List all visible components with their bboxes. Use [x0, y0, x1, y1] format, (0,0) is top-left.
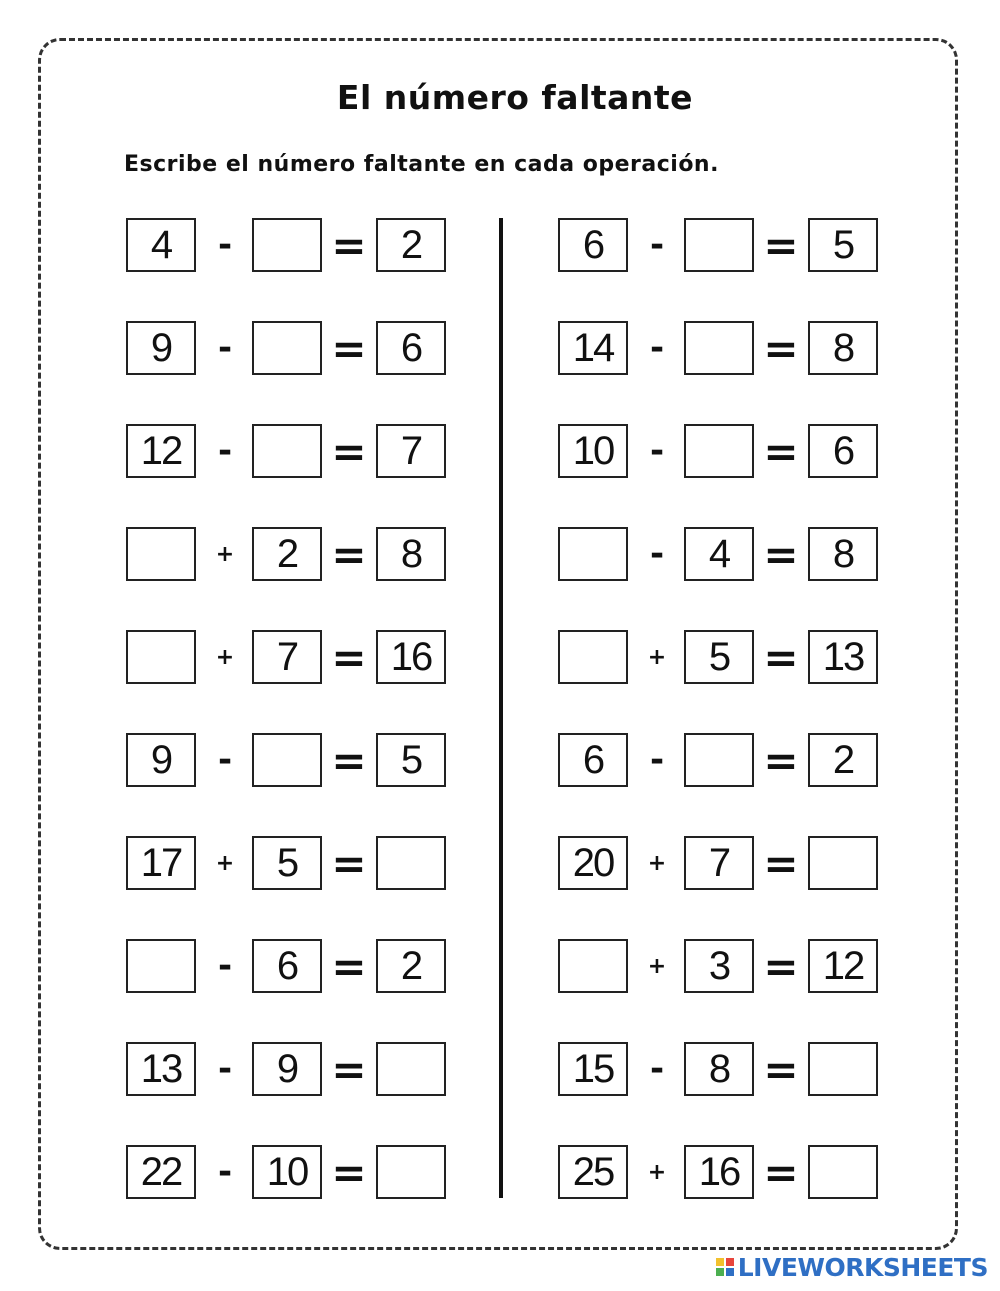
right-column [558, 218, 888, 1248]
equals-sign: = [763, 941, 799, 991]
second-operand-box: 10 [252, 1145, 322, 1199]
brand-text: LIVEWORKSHEETS [737, 1252, 988, 1282]
second-operand-box: 3 [684, 939, 754, 993]
answer-input-box[interactable] [376, 1145, 446, 1199]
first-operand-box: 4 [126, 218, 196, 272]
first-operand-box: 25 [558, 1145, 628, 1199]
logo-square [726, 1268, 734, 1276]
second-operand-box: 7 [252, 630, 322, 684]
answer-input-box[interactable] [126, 527, 196, 581]
minus-sign: - [217, 431, 233, 471]
result-box: 6 [808, 424, 878, 478]
equation-row [126, 733, 456, 791]
equation-row [126, 939, 456, 997]
minus-sign: - [217, 946, 233, 986]
minus-sign: - [649, 225, 665, 265]
plus-sign: + [215, 541, 235, 567]
equals-sign: = [763, 220, 799, 270]
equals-sign: = [763, 323, 799, 373]
equals-sign: = [331, 838, 367, 888]
result-box: 2 [376, 218, 446, 272]
equals-sign: = [763, 632, 799, 682]
equation-row [558, 836, 888, 894]
second-operand-box: 8 [684, 1042, 754, 1096]
result-box: 12 [808, 939, 878, 993]
equation-row [126, 424, 456, 482]
equation-row [558, 630, 888, 688]
first-operand-box: 14 [558, 321, 628, 375]
answer-input-box[interactable] [376, 1042, 446, 1096]
minus-sign: - [217, 1152, 233, 1192]
plus-sign: + [647, 953, 667, 979]
equals-sign: = [331, 323, 367, 373]
second-operand-box: 16 [684, 1145, 754, 1199]
liveworksheets-logo [716, 1253, 988, 1281]
minus-sign: - [649, 328, 665, 368]
result-box: 13 [808, 630, 878, 684]
equals-sign: = [331, 529, 367, 579]
second-operand-box: 4 [684, 527, 754, 581]
equation-row [558, 218, 888, 276]
answer-input-box[interactable] [252, 733, 322, 787]
result-box: 2 [376, 939, 446, 993]
minus-sign: - [217, 328, 233, 368]
equals-sign: = [331, 735, 367, 785]
plus-sign: + [215, 850, 235, 876]
minus-sign: - [217, 225, 233, 265]
first-operand-box: 13 [126, 1042, 196, 1096]
answer-input-box[interactable] [558, 630, 628, 684]
second-operand-box: 9 [252, 1042, 322, 1096]
equals-sign: = [331, 426, 367, 476]
first-operand-box: 10 [558, 424, 628, 478]
logo-square [716, 1268, 724, 1276]
first-operand-box: 22 [126, 1145, 196, 1199]
answer-input-box[interactable] [126, 939, 196, 993]
second-operand-box: 6 [252, 939, 322, 993]
equation-row [126, 1042, 456, 1100]
equals-sign: = [331, 1044, 367, 1094]
equation-row [558, 733, 888, 791]
minus-sign: - [217, 740, 233, 780]
equals-sign: = [763, 1044, 799, 1094]
left-column [126, 218, 456, 1248]
minus-sign: - [217, 1049, 233, 1089]
answer-input-box[interactable] [684, 424, 754, 478]
answer-input-box[interactable] [684, 218, 754, 272]
answer-input-box[interactable] [126, 630, 196, 684]
logo-square [726, 1258, 734, 1266]
answer-input-box[interactable] [808, 1042, 878, 1096]
instructions-text: Escribe el número faltante en cada operación. [124, 152, 719, 177]
answer-input-box[interactable] [252, 424, 322, 478]
first-operand-box: 6 [558, 218, 628, 272]
liveworksheets-icon [716, 1258, 734, 1276]
answer-input-box[interactable] [252, 321, 322, 375]
second-operand-box: 5 [684, 630, 754, 684]
equation-row [558, 321, 888, 379]
result-box: 8 [376, 527, 446, 581]
logo-square [716, 1258, 724, 1266]
result-box: 6 [376, 321, 446, 375]
second-operand-box: 5 [252, 836, 322, 890]
equation-row [126, 836, 456, 894]
plus-sign: + [647, 1159, 667, 1185]
equation-row [558, 527, 888, 585]
first-operand-box: 12 [126, 424, 196, 478]
equals-sign: = [763, 735, 799, 785]
equals-sign: = [331, 632, 367, 682]
answer-input-box[interactable] [684, 321, 754, 375]
first-operand-box: 9 [126, 321, 196, 375]
first-operand-box: 15 [558, 1042, 628, 1096]
minus-sign: - [649, 740, 665, 780]
answer-input-box[interactable] [684, 733, 754, 787]
equals-sign: = [331, 1147, 367, 1197]
equation-row [126, 321, 456, 379]
first-operand-box: 20 [558, 836, 628, 890]
equation-row [126, 630, 456, 688]
first-operand-box: 6 [558, 733, 628, 787]
equation-row [126, 218, 456, 276]
minus-sign: - [649, 1049, 665, 1089]
equation-row [126, 1145, 456, 1203]
equals-sign: = [331, 220, 367, 270]
second-operand-box: 7 [684, 836, 754, 890]
result-box: 2 [808, 733, 878, 787]
plus-sign: + [647, 644, 667, 670]
result-box: 8 [808, 527, 878, 581]
page-title: El número faltante [336, 78, 694, 117]
answer-input-box[interactable] [808, 836, 878, 890]
column-divider [499, 218, 503, 1198]
result-box: 8 [808, 321, 878, 375]
equals-sign: = [763, 529, 799, 579]
answer-input-box[interactable] [252, 218, 322, 272]
second-operand-box: 2 [252, 527, 322, 581]
result-box: 5 [376, 733, 446, 787]
first-operand-box: 9 [126, 733, 196, 787]
plus-sign: + [647, 850, 667, 876]
equation-row [558, 1042, 888, 1100]
minus-sign: - [649, 534, 665, 574]
equals-sign: = [331, 941, 367, 991]
answer-input-box[interactable] [376, 836, 446, 890]
result-box: 7 [376, 424, 446, 478]
answer-input-box[interactable] [558, 939, 628, 993]
minus-sign: - [649, 431, 665, 471]
result-box: 5 [808, 218, 878, 272]
equals-sign: = [763, 1147, 799, 1197]
answer-input-box[interactable] [808, 1145, 878, 1199]
equation-row [558, 1145, 888, 1203]
equation-row [126, 527, 456, 585]
equals-sign: = [763, 838, 799, 888]
equals-sign: = [763, 426, 799, 476]
result-box: 16 [376, 630, 446, 684]
first-operand-box: 17 [126, 836, 196, 890]
equation-row [558, 424, 888, 482]
equation-row [558, 939, 888, 997]
plus-sign: + [215, 644, 235, 670]
answer-input-box[interactable] [558, 527, 628, 581]
